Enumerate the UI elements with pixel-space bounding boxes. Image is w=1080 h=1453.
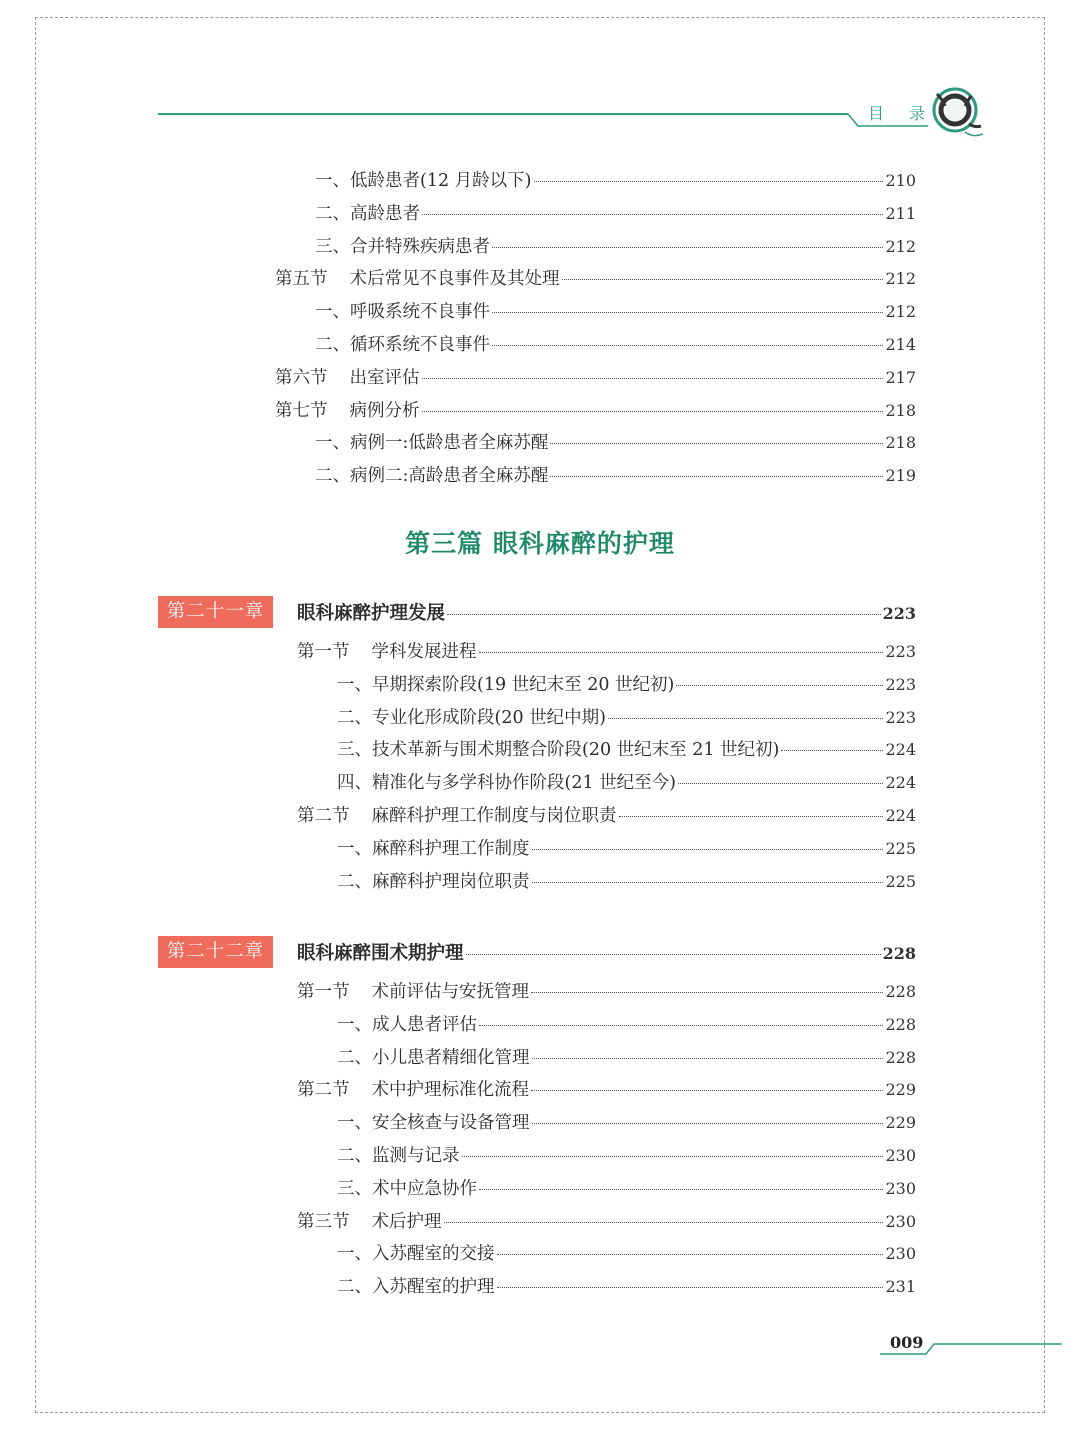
dot-leader <box>422 214 883 215</box>
entry-title: 一、病例一:低龄患者全麻苏醒 <box>315 433 549 454</box>
section-number: 第一节 <box>297 982 350 1002</box>
entry-page-number: 230 <box>885 1178 916 1198</box>
entry-title: 二、麻醉科护理岗位职责 <box>337 871 530 892</box>
entry-page-number: 228 <box>885 1014 916 1034</box>
toc-section-row[interactable] <box>275 265 916 289</box>
entry-page-number: 211 <box>885 203 916 223</box>
section-number: 第二节 <box>297 806 350 826</box>
toc-section-row[interactable] <box>275 364 916 388</box>
section-number: 第六节 <box>275 367 328 388</box>
dot-leader <box>531 992 883 993</box>
entry-page-number: 212 <box>885 269 916 289</box>
entry-title: 二、专业化形成阶段(20 世纪中期) <box>337 707 606 728</box>
toc-section-row[interactable] <box>297 1208 916 1232</box>
dot-leader <box>608 718 883 719</box>
entry-title: 二、入苏醒室的护理 <box>337 1277 495 1298</box>
entry-page-number: 230 <box>885 1244 916 1264</box>
entry-title: 术后常见不良事件及其处理 <box>349 269 560 290</box>
entry-page-number: 223 <box>885 642 916 661</box>
entry-title: 三、术中应急协作 <box>337 1178 477 1199</box>
dot-leader <box>550 476 883 477</box>
dot-leader <box>492 312 883 313</box>
entry-title: 出室评估 <box>349 367 420 388</box>
entry-title: 二、病例二:高龄患者全麻苏醒 <box>315 466 549 487</box>
dot-leader <box>534 181 884 182</box>
dot-leader <box>676 685 883 686</box>
entry-page-number: 212 <box>885 302 916 322</box>
toc-subsection-row[interactable] <box>337 671 916 695</box>
toc-subsection-row[interactable] <box>315 298 916 322</box>
toc-subsection-row[interactable] <box>337 1044 916 1068</box>
dot-leader <box>619 816 884 817</box>
chapter-21-title: 眼科麻醉护理发展 <box>297 603 446 624</box>
chapter-22-row[interactable] <box>297 939 916 963</box>
entry-page-number: 214 <box>885 335 916 354</box>
entry-title: 一、低龄患者(12 月龄以下) <box>315 171 532 191</box>
entry-page-number: 231 <box>885 1277 916 1297</box>
entry-title: 一、早期探索阶段(19 世纪末至 20 世纪初) <box>337 674 675 695</box>
entry-page-number: 223 <box>885 674 916 694</box>
toc-section-row[interactable] <box>297 978 916 1002</box>
entry-page-number: 225 <box>885 838 916 858</box>
entry-page-number: 217 <box>885 367 916 387</box>
entry-page-number: 224 <box>885 740 916 760</box>
entry-page-number: 228 <box>885 1047 916 1067</box>
entry-page-number: 210 <box>885 171 916 190</box>
dot-leader <box>781 750 883 751</box>
dot-leader <box>492 345 883 346</box>
toc-subsection-row[interactable] <box>337 1273 916 1297</box>
toc-subsection-row[interactable] <box>337 868 916 892</box>
entry-title: 四、精准化与多学科协作阶段(21 世纪至今) <box>337 773 676 794</box>
toc-subsection-row[interactable] <box>315 462 916 486</box>
part-title: 第三篇 眼科麻醉的护理 <box>405 529 675 558</box>
toc-section-row[interactable] <box>297 638 916 662</box>
dot-leader <box>447 614 881 615</box>
dot-leader <box>550 443 883 444</box>
toc-section-row[interactable] <box>275 397 916 421</box>
section-number: 第一节 <box>297 642 350 662</box>
entry-page-number: 223 <box>885 707 916 727</box>
section-number: 第七节 <box>275 400 328 421</box>
entry-title: 术前评估与安抚管理 <box>371 982 529 1002</box>
entry-title: 三、技术革新与围术期整合阶段(20 世纪末至 21 世纪初) <box>337 740 780 761</box>
entry-title: 一、入苏醒室的交接 <box>337 1244 495 1265</box>
entry-title: 术中护理标准化流程 <box>371 1080 529 1101</box>
dot-leader <box>479 1025 883 1026</box>
entry-title: 一、安全核查与设备管理 <box>337 1113 530 1134</box>
entry-page-number: 229 <box>885 1113 916 1133</box>
chapter-22-page: 228 <box>882 944 916 963</box>
entry-page-number: 229 <box>885 1080 916 1100</box>
section-number: 第五节 <box>275 269 328 290</box>
dot-leader <box>444 1222 884 1223</box>
toc-subsection-row[interactable] <box>337 736 916 760</box>
entry-page-number: 228 <box>885 982 916 1001</box>
chapter-22-badge: 第二十二章 <box>158 936 273 968</box>
toc-subsection-row[interactable] <box>315 233 916 257</box>
toc-subsection-row[interactable] <box>337 1142 916 1166</box>
toc-subsection-row[interactable] <box>337 704 916 728</box>
dot-leader <box>466 954 881 955</box>
toc-subsection-row[interactable] <box>337 1011 916 1035</box>
toc-subsection-row[interactable] <box>337 1109 916 1133</box>
dot-leader <box>532 1058 884 1059</box>
dot-leader <box>462 1156 884 1157</box>
section-number: 第三节 <box>297 1211 350 1232</box>
entry-title: 二、小儿患者精细化管理 <box>337 1047 530 1068</box>
section-number: 第二节 <box>297 1080 350 1101</box>
dot-leader <box>532 849 884 850</box>
toc-subsection-row[interactable] <box>315 200 916 224</box>
chapter-22-title: 眼科麻醉围术期护理 <box>297 943 464 964</box>
entry-title: 学科发展进程 <box>371 642 477 662</box>
chapter-21-row[interactable] <box>297 599 916 623</box>
entry-page-number: 219 <box>885 466 916 486</box>
entry-title: 一、成人患者评估 <box>337 1014 477 1035</box>
entry-title: 二、循环系统不良事件 <box>315 335 490 355</box>
dot-leader <box>531 1090 883 1091</box>
page-number: 009 <box>890 1333 924 1352</box>
header-label: 目 录 <box>868 104 936 123</box>
toc-subsection-row[interactable] <box>337 835 916 859</box>
toc-subsection-row[interactable] <box>337 1175 916 1199</box>
dot-leader <box>532 1123 884 1124</box>
entry-page-number: 218 <box>885 400 916 420</box>
entry-title: 病例分析 <box>349 400 420 421</box>
dot-leader <box>497 1287 884 1288</box>
entry-page-number: 218 <box>885 433 916 453</box>
entry-page-number: 212 <box>885 236 916 256</box>
entry-title: 一、呼吸系统不良事件 <box>315 302 490 323</box>
book-logo-icon <box>925 82 987 140</box>
dot-leader <box>422 378 884 379</box>
toc-subsection-row[interactable] <box>315 167 916 191</box>
toc-subsection-row[interactable] <box>315 429 916 453</box>
entry-title: 麻醉科护理工作制度与岗位职责 <box>371 806 617 826</box>
dot-leader <box>422 411 884 412</box>
entry-page-number: 224 <box>885 806 916 825</box>
entry-page-number: 230 <box>885 1146 916 1165</box>
toc-section-row[interactable] <box>297 802 916 826</box>
entry-page-number: 224 <box>885 773 916 793</box>
chapter-21-page: 223 <box>882 604 916 623</box>
toc-subsection-row[interactable] <box>315 331 916 355</box>
chapter-21-badge: 第二十一章 <box>158 596 273 628</box>
dot-leader <box>562 279 884 280</box>
toc-subsection-row[interactable] <box>337 1240 916 1264</box>
dot-leader <box>678 783 883 784</box>
dot-leader <box>497 1254 884 1255</box>
toc-subsection-row[interactable] <box>337 769 916 793</box>
dot-leader <box>492 247 883 248</box>
entry-title: 术后护理 <box>371 1211 442 1232</box>
dot-leader <box>479 1189 883 1190</box>
entry-page-number: 225 <box>885 871 916 891</box>
entry-title: 三、合并特殊疾病患者 <box>315 236 490 257</box>
entry-title: 一、麻醉科护理工作制度 <box>337 838 530 859</box>
dot-leader <box>479 652 884 653</box>
dot-leader <box>532 882 884 883</box>
entry-page-number: 230 <box>885 1211 916 1231</box>
toc-section-row[interactable] <box>297 1076 916 1100</box>
entry-title: 二、高龄患者 <box>315 203 420 224</box>
entry-title: 二、监测与记录 <box>337 1146 460 1166</box>
